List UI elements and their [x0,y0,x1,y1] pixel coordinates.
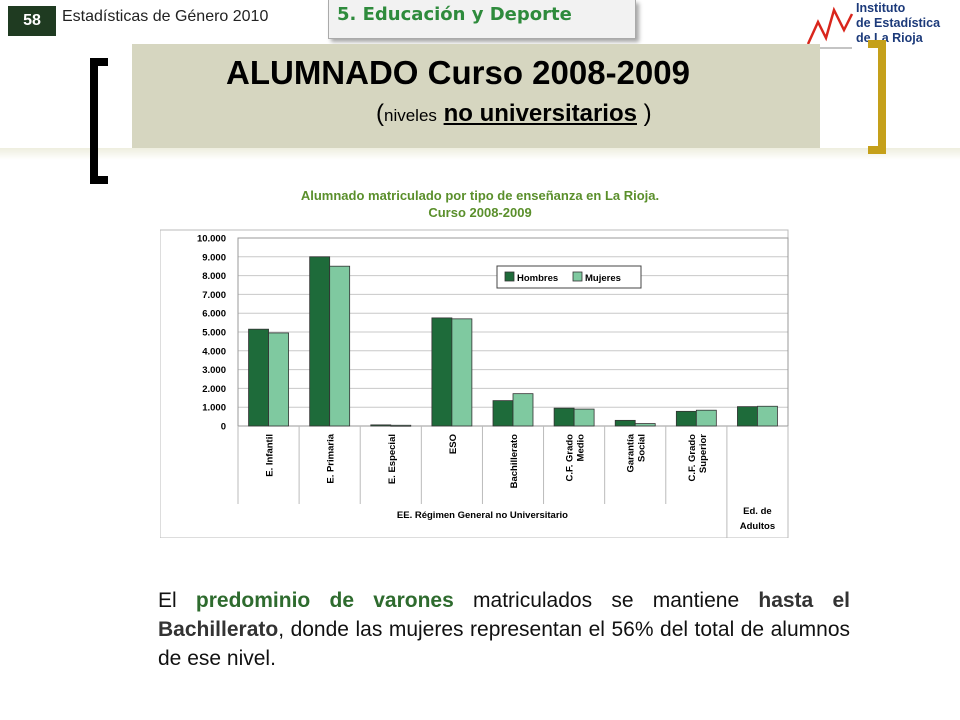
group-label: Adultos [739,521,776,532]
y-tick-label: 3.000 [202,365,226,377]
right-bracket [868,40,886,154]
subtitle-close: ) [643,100,652,127]
legend-label: Hombres [517,273,559,284]
section-label: 5. Educación y Deporte [337,4,572,25]
y-tick-label: 4.000 [202,346,226,358]
chart-title: Alumnado matriculado por tipo de enseñanza en La Rioja. [300,188,660,203]
y-tick-label: 9.000 [202,252,226,264]
y-tick-label: 8.000 [202,271,226,283]
bar-mujeres [574,409,594,426]
para-text: El [158,589,196,612]
subtitle-open: ( [376,100,384,127]
subtitle-small: niveles [384,106,437,125]
bar-mujeres [452,319,472,426]
bar-mujeres [391,425,411,426]
group-label: Ed. de [743,506,772,517]
bar-hombres [554,408,574,426]
chart-subtitle: Curso 2008-2009 [428,205,532,220]
category-label: Superior [697,434,709,474]
para-highlight: hasta el Bachillerato [158,589,850,641]
bar-chart [160,178,800,538]
bar-hombres [615,420,635,426]
bar-hombres [676,411,696,426]
category-label: Garantía [625,434,637,473]
group-label: EE. Régimen General no Universitario [396,510,568,521]
logo-line: Instituto [856,1,906,15]
legend-label: Mujeres [585,273,621,284]
bar-hombres [432,318,452,426]
title-shadow [0,148,960,160]
category-label: E. Infantil [264,434,276,477]
logo-line: de Estadística [856,16,941,30]
bar-mujeres [635,424,655,426]
y-tick-label: 7.000 [202,289,226,301]
bar-hombres [310,257,330,426]
category-label: Bachillerato [509,434,520,489]
page-number: 58 [8,6,56,36]
bar-hombres [737,407,757,426]
category-label: E. Primaria [325,434,337,484]
para-text: matriculados se mantiene [453,589,759,612]
bar-hombres [249,329,269,426]
page-title: ALUMNADO Curso 2008-2009 [226,54,690,91]
category-label: Social [636,434,648,462]
bar-mujeres [269,333,289,426]
para-highlight: predominio de varones [195,589,454,612]
y-tick-label: 1.000 [202,402,226,414]
left-bracket [90,58,108,184]
summary-paragraph [158,586,850,673]
subtitle-emphasis: no universitarios [443,100,637,127]
page-subtitle [376,100,652,128]
y-tick-label: 5.000 [202,327,226,339]
y-tick-label: 10.000 [196,233,226,245]
bar-hombres [371,425,391,426]
bar-mujeres [696,410,716,426]
category-label: C.F. Grado [686,434,698,482]
category-label: E. Especial [386,434,398,485]
para-text: , donde las mujeres representan el 56% del total de alumnos de ese nivel. [158,618,850,670]
section-tab [328,0,636,39]
bar-hombres [493,401,513,426]
category-label: C.F. Grado [564,434,576,482]
bar-mujeres [513,394,533,426]
category-label: ESO [447,434,459,455]
category-label: Medio [575,434,587,462]
publication-title: Estadísticas de Género 2010 [62,8,269,25]
logo-line: de La Rioja [856,31,923,45]
legend-swatch [505,272,514,281]
y-tick-label: 6.000 [202,308,226,320]
legend-swatch [573,272,582,281]
y-tick-label: 2.000 [202,383,226,395]
bar-mujeres [757,406,777,426]
y-tick-label: 0 [220,421,226,433]
bar-mujeres [330,266,350,426]
